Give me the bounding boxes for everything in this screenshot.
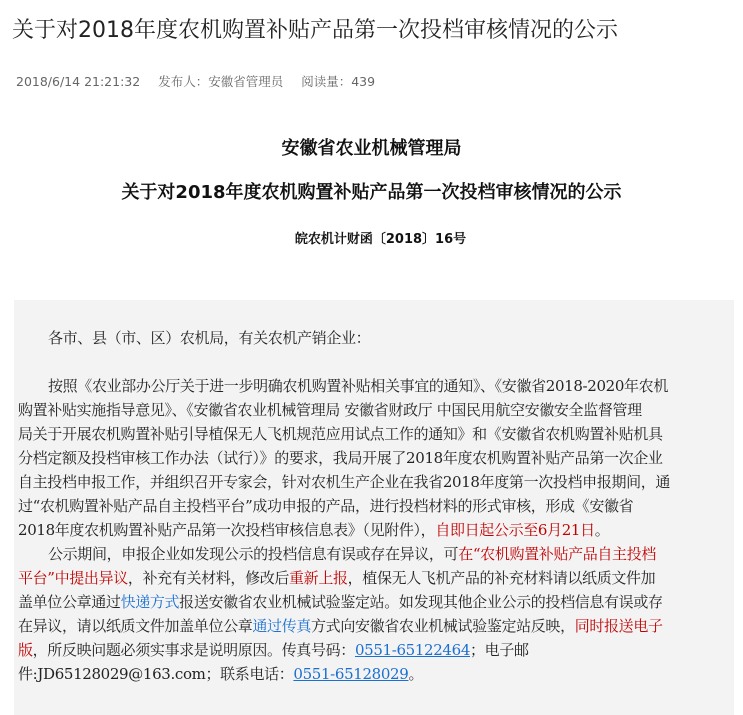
paragraph-line <box>18 614 663 638</box>
text-segment: ，植保无人飞机产品的补充材料请以纸质文件加 <box>347 569 656 587</box>
highlight-red: 自即日起公示至6月21日 <box>435 521 595 539</box>
salutation: 各市、县（市、区）农机局，有关农机产销企业： <box>48 329 371 347</box>
highlight-blue: 通过传真 <box>252 617 312 635</box>
paragraph-line: 局关于开展农机购置补贴引导植保无人飞机规范应用试点工作的通知》和《安徽省农机购置补贴机具 <box>18 425 663 443</box>
paragraph-line <box>18 638 529 662</box>
text-segment: 2018年度农机购置补贴产品第一次投档审核信息表》（见附件）， <box>18 521 436 539</box>
paragraph-line: 按照《农业部办公厅关于进一步明确农机购置补贴相关事宜的通知》、《安徽省2018-2020年农机 <box>48 377 668 395</box>
highlight-red: 版 <box>18 641 33 659</box>
paragraph-line: 分档定额及投档审核工作办法（试行）》的要求，我局开展了2018年度农机购置补贴产品第一次企业 <box>18 449 663 467</box>
highlight-red: 同时报送电子 <box>574 617 663 635</box>
text-segment: 方式向安徽省农业机械试验鉴定站反映， <box>311 617 575 635</box>
paragraph-line <box>18 566 655 590</box>
paragraph-line: 购置补贴实施指导意见》、《安徽省农业机械管理局 安徽省财政厅 中国民用航空安徽安全监督管理 <box>18 401 642 419</box>
fax-link[interactable]: 0551-65122464 <box>354 641 471 659</box>
text-segment: ，补充有关材料，修改后 <box>127 569 290 587</box>
paragraph-line <box>18 590 663 614</box>
highlight-red: 平台”中提出异议 <box>18 569 128 587</box>
paragraph-line <box>18 518 609 542</box>
highlight-blue: 快递方式 <box>120 593 180 611</box>
phone-link[interactable]: 0551-65128029 <box>293 665 409 683</box>
publisher-name: 安徽省管理员 <box>208 74 284 89</box>
article-meta <box>16 72 389 90</box>
highlight-red: 重新上报 <box>289 569 348 587</box>
text-segment: ，所反映问题必须实事求是说明原因。传真号码： <box>32 641 355 659</box>
agency-name: 安徽省农业机械管理局 <box>281 138 462 159</box>
text-segment: 盖单位公章通过 <box>18 593 121 611</box>
paragraph-line: 自主投档申报工作，并组织召开专家会，针对农机生产企业在我省2018年度第一次投档申报期间，通 <box>18 473 671 491</box>
paragraph-line: 过“农机购置补贴产品自主投档平台”成功申报的产品，进行投档材料的形式审核，形成《安徽省 <box>18 497 634 515</box>
reads-label: 阅读量： <box>301 74 352 89</box>
document-body <box>14 300 734 715</box>
publisher-label: 发布人： <box>158 74 209 89</box>
text-segment: 件:JD65128029@163.com；联系电话： <box>18 665 294 683</box>
text-segment: 公示期间，申报企业如发现公示的投档信息有误或存在异议，可 <box>48 545 459 563</box>
text-segment: 。 <box>594 521 610 539</box>
paragraph-line <box>18 662 423 686</box>
text-segment: 报送安徽省农业机械试验鉴定站。如发现其他企业公示的投档信息有误或存 <box>179 593 663 611</box>
text-segment: 。 <box>408 665 424 683</box>
page-title: 关于对2018年度农机购置补贴产品第一次投档审核情况的公示 <box>12 18 618 43</box>
paragraph-line <box>48 542 656 566</box>
text-segment: 在异议，请以纸质文件加盖单位公章 <box>18 617 253 635</box>
text-segment: ；电子邮 <box>470 641 529 659</box>
reads-count: 439 <box>351 74 376 89</box>
highlight-red: 在“农机购置补贴产品自主投档 <box>458 545 656 563</box>
document-number: 皖农机计财函〔2018〕16号 <box>294 232 467 247</box>
publish-date: 2018/6/14 21:21:32 <box>16 74 141 89</box>
document-title: 关于对2018年度农机购置补贴产品第一次投档审核情况的公示 <box>121 182 622 203</box>
